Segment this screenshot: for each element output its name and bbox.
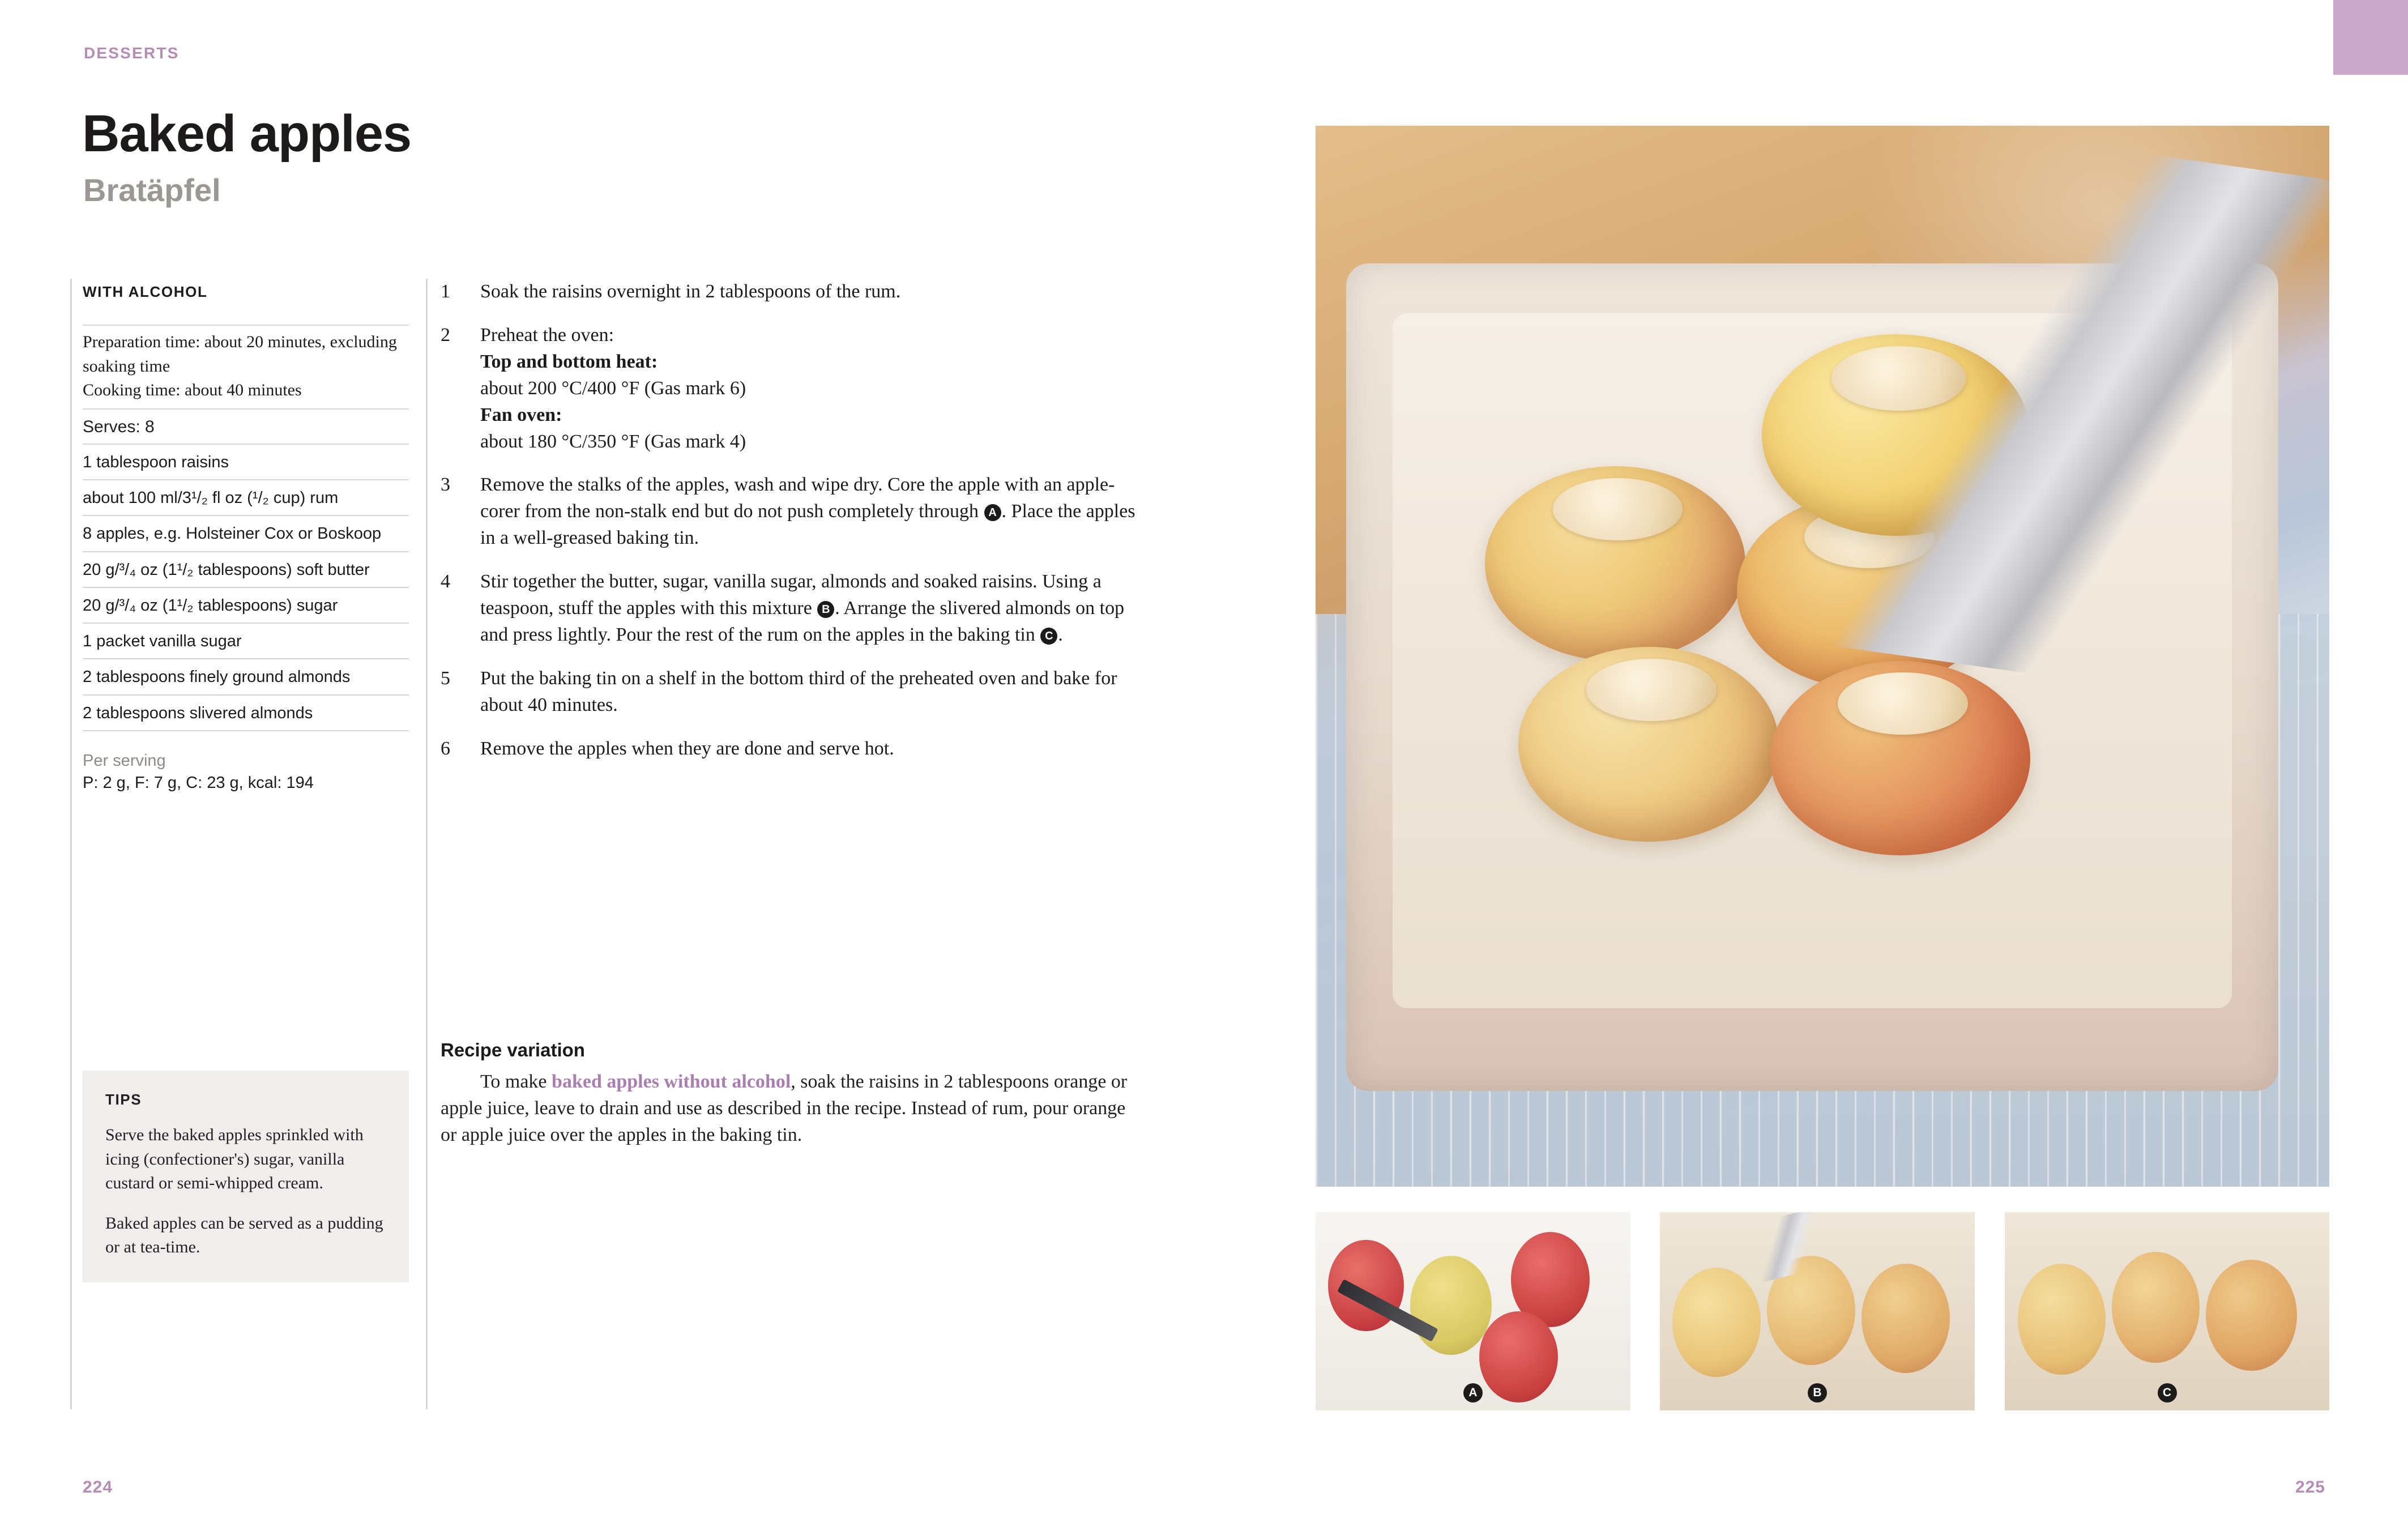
step-line: about 180 °C/350 °F (Gas mark 4) xyxy=(480,430,746,452)
page-number-left: 224 xyxy=(83,1478,113,1497)
apple xyxy=(2112,1252,2200,1363)
prep-time: Preparation time: about 20 minutes, excluding soaking time xyxy=(83,332,397,376)
ingredients-panel xyxy=(83,283,409,792)
column-divider-left xyxy=(70,279,72,1409)
method-step xyxy=(441,279,1137,305)
list-item: 20 g/³/₄ oz (1¹/₂ tablespoons) soft butter xyxy=(83,552,409,588)
ingredient-list xyxy=(83,445,409,731)
tips-box xyxy=(83,1071,409,1282)
step-number: 1 xyxy=(441,281,450,302)
chapter-label: DESSERTS xyxy=(84,44,180,62)
step-text: Put the baking tin on a shelf in the bottom third of the preheated oven and bake for about 40 minutes. xyxy=(480,667,1117,715)
method-step xyxy=(441,569,1137,649)
recipe-variation xyxy=(441,1039,1137,1149)
method-steps xyxy=(441,279,1137,779)
step-line-bold: Fan oven: xyxy=(480,404,562,425)
apple-stuffing xyxy=(1553,478,1683,540)
method-step xyxy=(441,322,1137,455)
step-thumbnail-b xyxy=(1660,1212,1975,1410)
step-number: 4 xyxy=(441,571,450,592)
apple xyxy=(2206,1260,2296,1371)
step-line: Preheat the oven: xyxy=(480,324,614,346)
step-thumbnail-c xyxy=(2005,1212,2329,1410)
variation-highlight: baked apples without alcohol xyxy=(552,1071,791,1092)
baked-apple xyxy=(1518,647,1778,842)
with-alcohol-label: WITH ALCOHOL xyxy=(83,283,208,300)
list-item: 2 tablespoons slivered almonds xyxy=(83,696,409,731)
list-item: 1 packet vanilla sugar xyxy=(83,624,409,659)
page-number-right: 225 xyxy=(2295,1478,2325,1497)
step-number: 6 xyxy=(441,737,450,759)
page-title: Baked apples xyxy=(82,105,412,163)
step-line-bold: Top and bottom heat: xyxy=(480,351,658,372)
apple xyxy=(1479,1311,1558,1402)
column-divider-middle xyxy=(426,279,428,1409)
hero-photo xyxy=(1316,126,2329,1187)
thumbnail-badge: A xyxy=(1463,1383,1483,1402)
list-item: 1 tablespoon raisins xyxy=(83,445,409,480)
apple xyxy=(2018,1264,2106,1375)
step-thumbnail-a xyxy=(1316,1212,1630,1410)
step-marker-c: C xyxy=(1040,628,1057,645)
serves-line: Serves: 8 xyxy=(83,410,409,445)
thumbnail-badge: B xyxy=(1808,1383,1827,1402)
per-serving-value: P: 2 g, F: 7 g, C: 23 g, kcal: 194 xyxy=(83,773,314,792)
step-text: Soak the raisins overnight in 2 tablespoons of the rum. xyxy=(480,281,901,302)
method-step xyxy=(441,736,1137,762)
apple-stuffing xyxy=(1838,672,1968,735)
thumbnail-badge: C xyxy=(2158,1383,2177,1402)
step-number: 3 xyxy=(441,474,450,496)
tips-paragraph: Baked apples can be served as a pudding or at tea-time. xyxy=(105,1213,383,1257)
step-text xyxy=(480,322,1137,455)
step-number: 2 xyxy=(441,324,450,346)
step-line: about 200 °C/400 °F (Gas mark 6) xyxy=(480,377,746,399)
thumbnail-a-image xyxy=(1316,1212,1630,1410)
apple xyxy=(1410,1256,1492,1355)
variation-rest: , soak the raisins in 2 tablespoons orange or apple juice, leave to drain and use as described in the recipe. Instead of rum, pour orange or apple juice over the apples in the baking tin. xyxy=(441,1071,1128,1145)
step-marker-a: A xyxy=(984,504,1001,521)
page-subtitle: Bratäpfel xyxy=(83,172,221,208)
list-item: 20 g/³/₄ oz (1¹/₂ tablespoons) sugar xyxy=(83,588,409,624)
step-number: 5 xyxy=(441,667,450,689)
baked-apple xyxy=(1770,661,2030,856)
hero-photo-image xyxy=(1316,126,2329,1187)
tips-title: TIPS xyxy=(105,1091,142,1108)
step-text: Remove the apples when they are done and serve hot. xyxy=(480,737,894,759)
step-text: Stir together the butter, sugar, vanilla sugar, almonds and soaked raisins. Using a teaspoon, stuff the apples with this mixture B . Arrange the slivered almonds on top and press lightly. Pour the rest of the rum on the apples in the baking tin C . xyxy=(480,571,1125,645)
step-marker-b: B xyxy=(817,601,834,618)
thumbnail-b-image xyxy=(1660,1212,1975,1410)
thumbnail-c-image xyxy=(2005,1212,2329,1410)
tips-paragraph: Serve the baked apples sprinkled with icing (confectioner's) sugar, vanilla custard or semi-whipped cream. xyxy=(105,1126,364,1193)
apple-stuffing xyxy=(1586,659,1717,721)
variation-lead: To make xyxy=(480,1071,552,1092)
method-step xyxy=(441,472,1137,552)
step-text: Remove the stalks of the apples, wash and wipe dry. Core the apple with an apple-corer from the non-stalk end but do not push completely through A . Place the apples in a well-greased baking tin. xyxy=(480,474,1135,549)
variation-body xyxy=(441,1069,1137,1149)
apple xyxy=(1861,1264,1950,1373)
serving-spoon xyxy=(1808,126,2329,707)
per-serving-label: Per serving xyxy=(83,751,166,770)
list-item: 8 apples, e.g. Holsteiner Cox or Boskoop xyxy=(83,516,409,552)
method-step xyxy=(441,666,1137,719)
list-item: about 100 ml/3¹/₂ fl oz (¹/₂ cup) rum xyxy=(83,480,409,516)
baked-apple xyxy=(1485,466,1745,661)
list-item: 2 tablespoons finely ground almonds xyxy=(83,659,409,695)
cooking-time: Cooking time: about 40 minutes xyxy=(83,381,302,400)
time-block xyxy=(83,325,409,410)
variation-title: Recipe variation xyxy=(441,1039,585,1060)
